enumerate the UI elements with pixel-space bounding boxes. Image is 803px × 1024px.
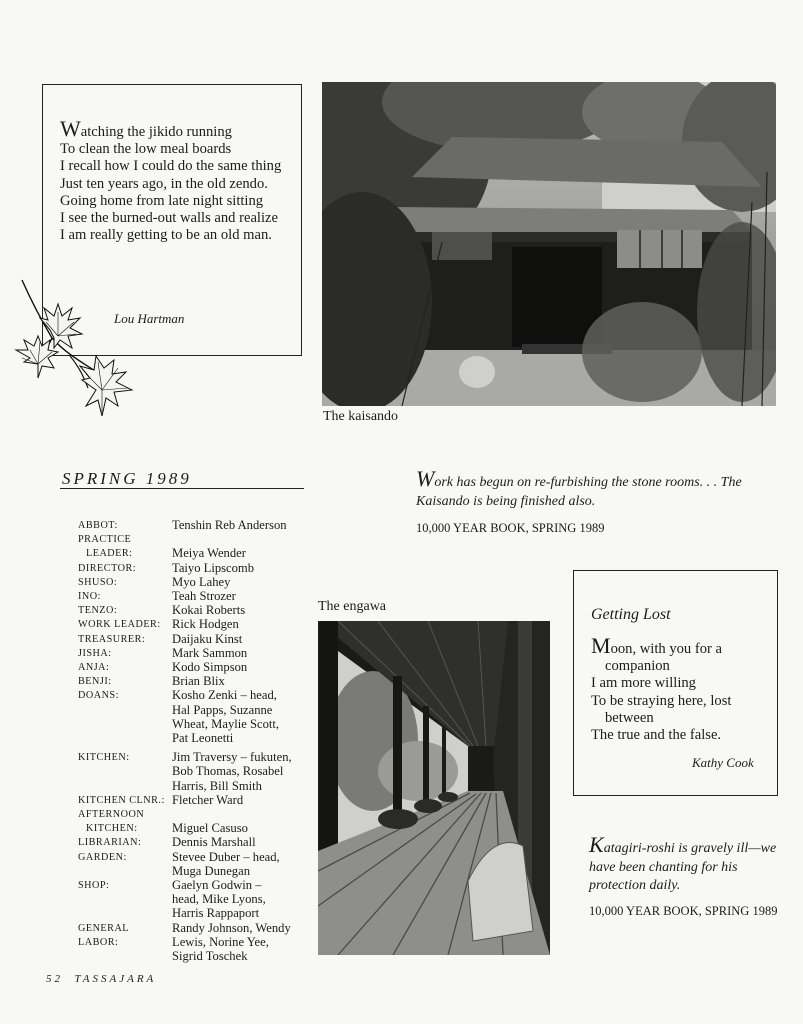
staff-row xyxy=(78,750,313,793)
staff-role xyxy=(78,851,170,865)
staff-role xyxy=(78,794,170,808)
staff-names xyxy=(172,921,313,964)
staff-name: Randy Johnson, Wendy xyxy=(172,920,291,935)
staff-names xyxy=(172,835,313,849)
poem-first-line: atching the jikido running xyxy=(80,124,232,140)
role-text: PRACTICE xyxy=(78,534,132,546)
staff-name: Jim Traversy – fukuten, xyxy=(172,750,292,765)
staff-row xyxy=(78,532,313,560)
staff-role xyxy=(78,533,170,561)
poem-line: The true and the false. xyxy=(591,727,722,744)
staff-role xyxy=(78,618,170,632)
role-text: DIRECTOR: xyxy=(78,562,137,574)
role-text: GARDEN: xyxy=(78,851,127,863)
poem-line: I am really getting to be an old man. xyxy=(60,227,272,244)
role-text: AFTERNOON xyxy=(78,809,145,821)
staff-name: Lewis, Norine Yee, xyxy=(172,934,269,949)
staff-names xyxy=(172,632,313,646)
staff-name: Bob Thomas, Rosabel xyxy=(172,764,284,779)
heading-rule xyxy=(60,488,304,489)
page-number: 52 xyxy=(46,973,63,985)
poem-line xyxy=(60,116,300,141)
staff-name: Harris, Bill Smith xyxy=(172,778,262,793)
staff-name: head, Mike Lyons, xyxy=(172,892,266,907)
quote-text: ork has begun on re-furbishing the stone rooms. . . The Kaisando is being finished also. xyxy=(416,475,742,509)
getting-lost-author: Kathy Cook xyxy=(692,755,754,770)
staff-names xyxy=(172,617,313,631)
poem-line: To clean the low meal boards xyxy=(60,141,232,158)
staff-role xyxy=(78,879,170,893)
role-text: KITCHEN: xyxy=(86,823,138,835)
quote-source: 10,000 YEAR BOOK, SPRING 1989 xyxy=(589,904,778,918)
role-text: KITCHEN CLNR.: xyxy=(78,794,165,806)
staff-name: Brian Blix xyxy=(172,674,225,689)
staff-role xyxy=(78,751,170,765)
staff-names xyxy=(172,589,313,603)
poem-line: I recall how I could do the same thing xyxy=(60,158,282,175)
staff-row xyxy=(78,674,313,688)
staff-names xyxy=(172,793,313,807)
staff-names xyxy=(172,646,313,660)
staff-name xyxy=(172,532,313,546)
poem-line: I am more willing xyxy=(591,675,696,692)
staff-row xyxy=(78,632,313,646)
getting-lost-poem xyxy=(591,633,771,744)
role-text: DOANS: xyxy=(78,690,119,702)
quote-text: atagiri-roshi is gravely ill—we have been chanting for his protection daily. xyxy=(589,841,777,893)
poem-line: I see the burned-out walls and realize xyxy=(60,210,279,227)
poem-drop-letter: W xyxy=(60,116,81,141)
staff-row xyxy=(78,561,313,575)
staff-role xyxy=(78,576,170,590)
staff-names xyxy=(172,750,313,793)
staff-name xyxy=(172,807,313,821)
role-text: ABBOT: xyxy=(78,520,118,531)
quote-drop-letter: K xyxy=(589,832,604,857)
staff-name: Wheat, Maylie Scott, xyxy=(172,716,280,731)
staff-role xyxy=(78,519,170,533)
role-text: TENZO: xyxy=(78,605,118,617)
kaisando-photo xyxy=(322,82,776,406)
quote-source: 10,000 YEAR BOOK, SPRING 1989 xyxy=(416,521,605,535)
staff-name: Miguel Casuso xyxy=(172,821,248,836)
staff-role xyxy=(78,633,170,647)
role-text: TREASURER: xyxy=(78,633,146,645)
staff-row xyxy=(78,575,313,589)
staff-role xyxy=(78,836,170,850)
poem-line: To be straying here, lost between xyxy=(591,692,732,726)
role-text: LIBRARIAN: xyxy=(78,837,142,849)
page-folio xyxy=(46,973,156,985)
poem-first-line: oon, with you for a companion xyxy=(605,641,723,675)
staff-names xyxy=(172,674,313,688)
role-text: GENERAL LABOR: xyxy=(78,922,129,948)
staff-name: Kokai Roberts xyxy=(172,603,246,618)
staff-names xyxy=(172,575,313,589)
poem-drop-letter: M xyxy=(591,633,611,658)
role-text: LEADER: xyxy=(86,548,133,560)
staff-row xyxy=(78,646,313,660)
staff-row xyxy=(78,835,313,849)
staff-names xyxy=(172,807,313,835)
role-text: SHOP: xyxy=(78,880,110,892)
quote-katagiri xyxy=(589,832,779,896)
engawa-caption: The engawa xyxy=(318,599,387,614)
staff-name: Taiyo Lipscomb xyxy=(172,560,255,575)
staff-name: Daijaku Kinst xyxy=(172,631,243,646)
staff-name: Rick Hodgen xyxy=(172,617,239,632)
staff-name: Stevee Duber – head, xyxy=(172,849,280,864)
staff-name: Harris Rappaport xyxy=(172,906,260,921)
staff-row xyxy=(78,807,313,835)
staff-row xyxy=(78,878,313,921)
getting-lost-title: Getting Lost xyxy=(591,606,671,623)
kaisando-caption: The kaisando xyxy=(323,409,399,424)
staff-name: Kosho Zenki – head, xyxy=(172,688,277,703)
staff-role xyxy=(78,808,170,836)
role-text: WORK LEADER: xyxy=(78,619,161,631)
staff-role xyxy=(78,922,170,950)
staff-name: Myo Lahey xyxy=(172,574,231,589)
staff-row xyxy=(78,793,313,807)
staff-names xyxy=(172,561,313,575)
poem-line xyxy=(591,633,771,675)
staff-name: Teah Strozer xyxy=(172,589,236,604)
staff-names xyxy=(172,850,313,878)
staff-row xyxy=(78,688,313,745)
poem xyxy=(60,116,300,244)
publication-title: TASSAJARA xyxy=(74,973,157,985)
staff-name: Dennis Marshall xyxy=(172,835,256,850)
staff-row xyxy=(78,518,313,532)
staff-row xyxy=(78,603,313,617)
staff-name: Sigrid Toschek xyxy=(172,949,248,964)
staff-name: Mark Sammon xyxy=(172,645,248,660)
staff-name: Tenshin Reb Anderson xyxy=(172,518,287,532)
staff-names xyxy=(172,532,313,560)
staff-role xyxy=(78,562,170,576)
staff-role xyxy=(78,647,170,661)
staff-role xyxy=(78,689,170,703)
staff-names xyxy=(172,878,313,921)
staff-name: Muga Dunegan xyxy=(172,863,250,878)
staff-name: Fletcher Ward xyxy=(172,792,244,807)
engawa-photo xyxy=(318,621,550,955)
staff-name: Hal Papps, Suzanne xyxy=(172,702,273,717)
poem-line: Going home from late night sitting xyxy=(60,192,264,209)
staff-role xyxy=(78,604,170,618)
staff-role xyxy=(78,661,170,675)
staff-name: Kodo Simpson xyxy=(172,660,248,675)
staff-row xyxy=(78,589,313,603)
poem-author: Lou Hartman xyxy=(114,311,185,326)
staff-names xyxy=(172,603,313,617)
role-text: SHUSO: xyxy=(78,576,118,588)
staff-row xyxy=(78,921,313,964)
staff-names xyxy=(172,688,313,745)
staff-row xyxy=(78,617,313,631)
poem-line: Just ten years ago, in the old zendo. xyxy=(60,175,268,192)
role-text: BENJI: xyxy=(78,676,112,688)
role-text: ANJA: xyxy=(78,662,110,674)
role-text: INO: xyxy=(78,591,101,603)
role-text: JISHA: xyxy=(78,647,112,659)
staff-names xyxy=(172,660,313,674)
staff-role xyxy=(78,590,170,604)
staff-names xyxy=(172,518,313,532)
staff-row xyxy=(78,660,313,674)
staff-list xyxy=(78,518,313,963)
staff-name: Meiya Wender xyxy=(172,546,246,561)
staff-name: Gaelyn Godwin – xyxy=(172,878,262,893)
quote-stone-rooms xyxy=(416,466,766,511)
spring-1989-heading: SPRING 1989 xyxy=(62,469,192,488)
quote-drop-letter: W xyxy=(416,466,435,491)
staff-name: Pat Leonetti xyxy=(172,731,234,746)
role-text: KITCHEN: xyxy=(78,752,130,764)
staff-row xyxy=(78,850,313,878)
maple-leaf-illustration xyxy=(10,278,140,423)
staff-role xyxy=(78,675,170,689)
